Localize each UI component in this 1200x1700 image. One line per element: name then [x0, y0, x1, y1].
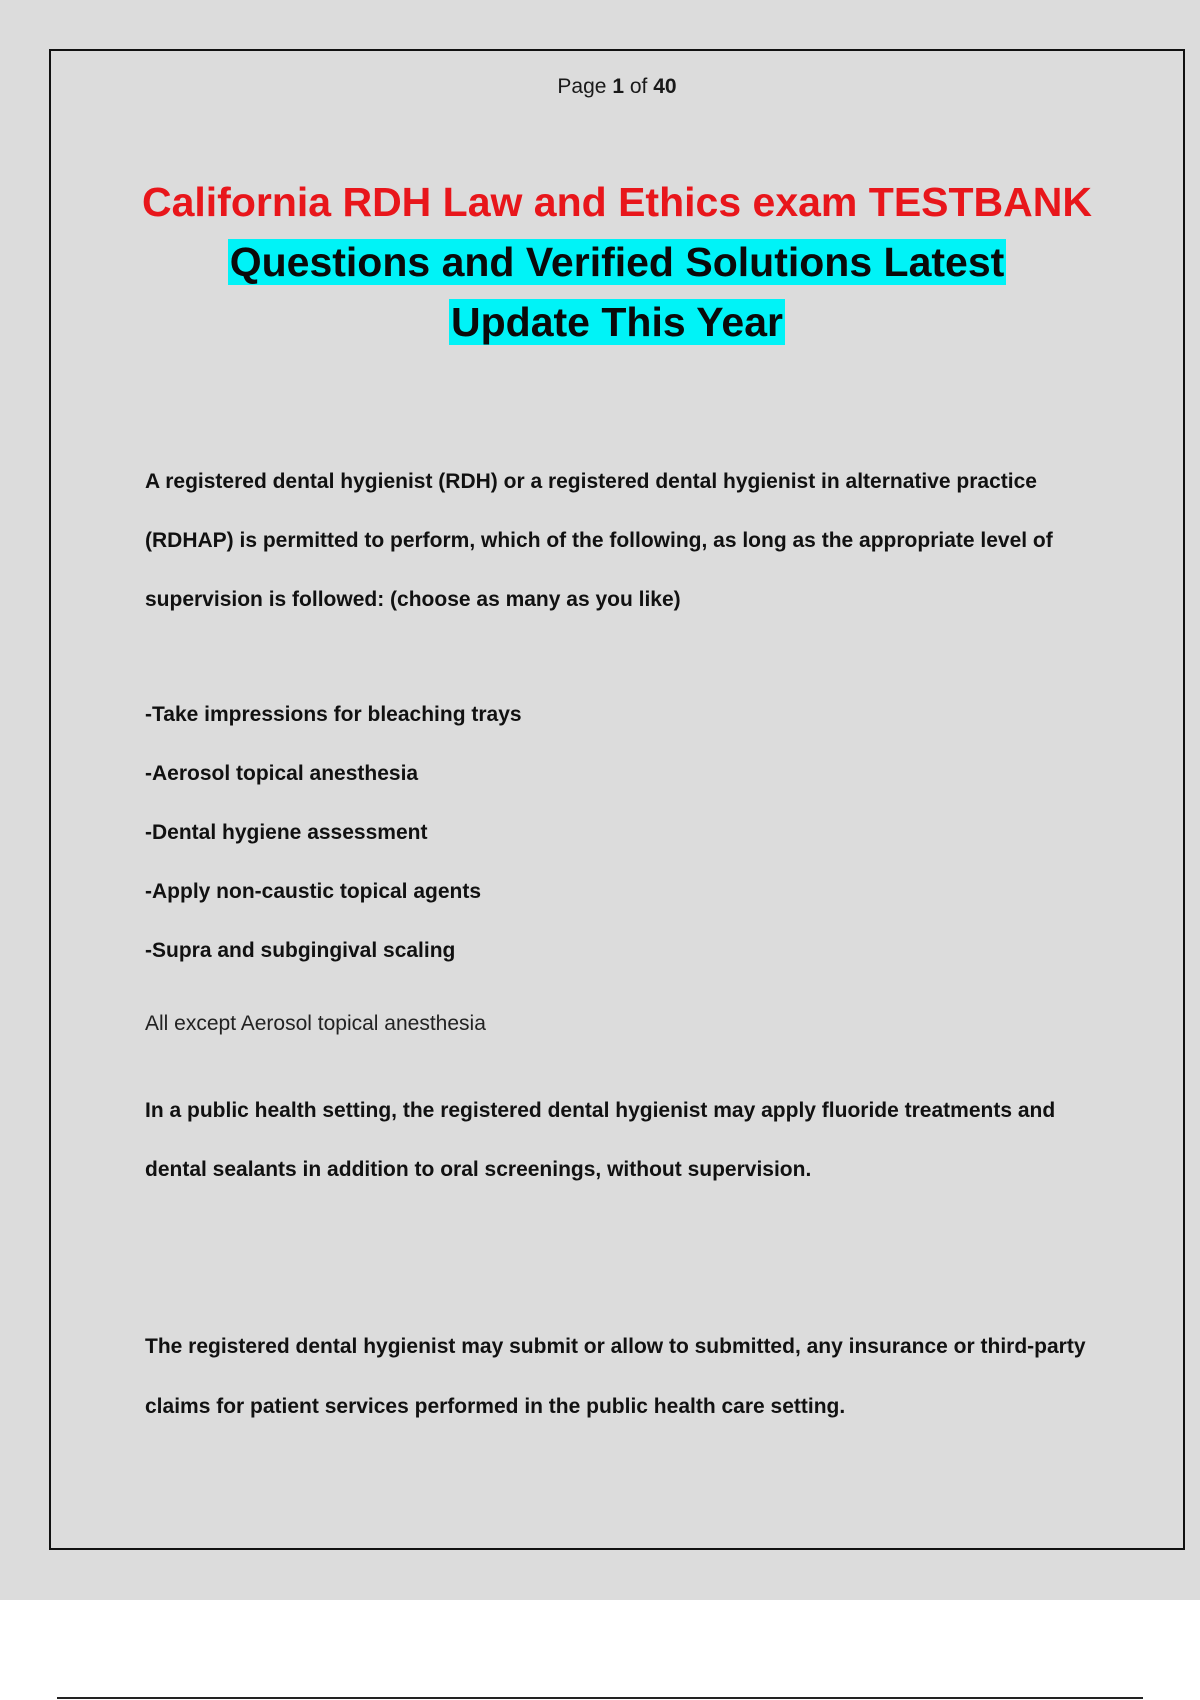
option-item: -Take impressions for bleaching trays — [145, 703, 522, 726]
question-3: The registered dental hygienist may submit or allow to submitted, any insurance or third-party claims for patient services performed in the public health care setting. — [145, 1335, 1086, 1418]
title-line-3-wrap — [0, 292, 1200, 352]
title-line-2-wrap — [0, 232, 1200, 292]
title-line-3: Update This Year — [451, 299, 783, 345]
page-number-total: 40 — [653, 75, 677, 98]
question-2: In a public health setting, the registered dental hygienist may apply fluoride treatments and dental sealants in addition to oral screenings, without supervision. — [145, 1099, 1056, 1181]
option-item: -Apply non-caustic topical agents — [145, 880, 482, 903]
page-number-prefix: Page — [557, 75, 607, 98]
footer-divider — [57, 1697, 1143, 1699]
page-number-separator: of — [629, 75, 648, 98]
question-1: A registered dental hygienist (RDH) or a registered dental hygienist in alternative practice (RDHAP) is permitted to perform, which of the following, as long as the appropriate level of supervision is followed: (choose as many as you like) — [145, 470, 1053, 611]
option-item: -Aerosol topical anesthesia — [145, 762, 419, 785]
option-item: -Dental hygiene assessment — [145, 821, 428, 844]
page-number-current: 1 — [612, 75, 624, 98]
title-line-2: Questions and Verified Solutions Latest — [229, 239, 1005, 285]
document-title — [0, 172, 1200, 352]
question-1-answer: All except Aerosol topical anesthesia — [145, 1012, 486, 1035]
title-line-1: California RDH Law and Ethics exam TESTBANK — [141, 179, 1092, 225]
page-number — [0, 75, 1200, 99]
question-1-options — [145, 685, 1105, 980]
option-item: -Supra and subgingival scaling — [145, 939, 456, 962]
